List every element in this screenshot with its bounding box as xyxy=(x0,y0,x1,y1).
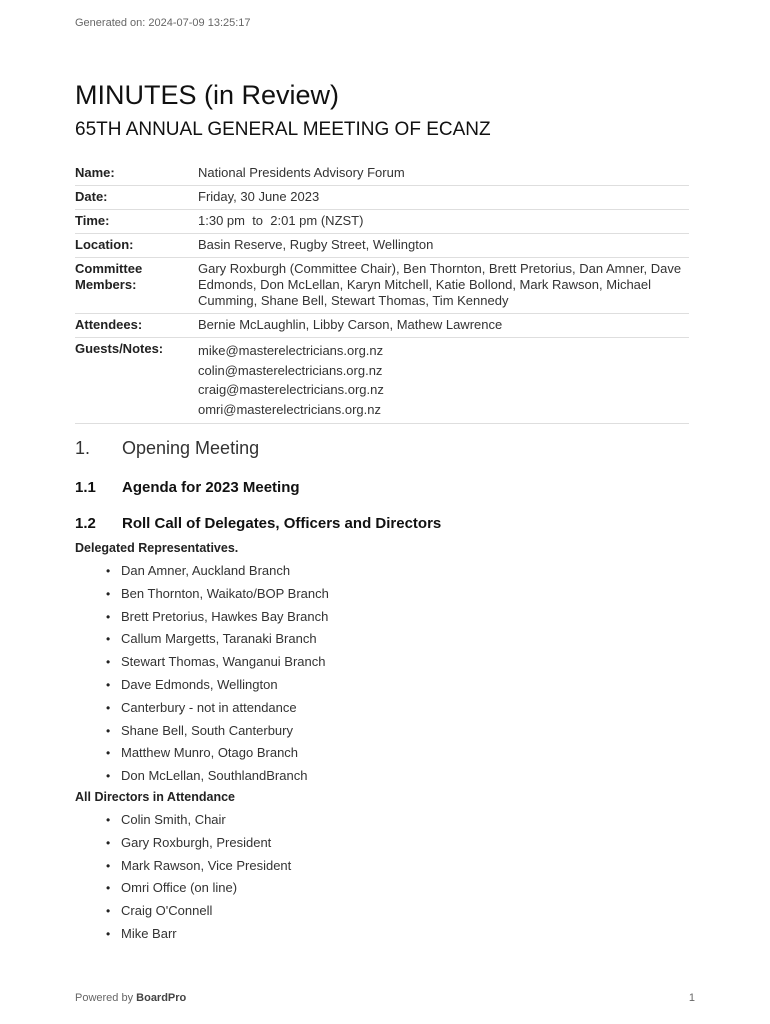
list-item: • Matthew Munro, Otago Branch xyxy=(106,742,329,765)
detail-row-attendees xyxy=(75,314,689,338)
subsection-number: 1.1 xyxy=(75,479,96,496)
detail-value xyxy=(198,338,689,424)
detail-value: 1:30 pm to 2:01 pm (NZST) xyxy=(198,210,689,234)
powered-by-brand: BoardPro xyxy=(136,992,187,1004)
list-item: • Shane Bell, South Canterbury xyxy=(106,720,329,743)
page-title: MINUTES (in Review) xyxy=(75,80,340,110)
detail-row-name xyxy=(75,162,689,186)
meeting-details-table xyxy=(75,162,689,424)
detail-label xyxy=(75,258,198,314)
powered-by-prefix: Powered by xyxy=(75,992,137,1004)
list-item: • Craig O'Connell xyxy=(106,900,291,923)
list-item: • Mark Rawson, Vice President xyxy=(106,855,291,878)
detail-row-location xyxy=(75,234,689,258)
list-item: • Brett Pretorius, Hawkes Bay Branch xyxy=(106,606,329,629)
subsection-title: Agenda for 2023 Meeting xyxy=(122,479,300,496)
subsection-heading-roll-call xyxy=(75,515,441,532)
directors-list xyxy=(106,809,291,946)
detail-value: Basin Reserve, Rugby Street, Wellington xyxy=(198,234,689,258)
page-number: 1 xyxy=(688,992,695,1004)
list-item: • Dan Amner, Auckland Branch xyxy=(106,560,329,583)
detail-value: Gary Roxburgh (Committee Chair), Ben Thornton, Brett Pretorius, Dan Amner, Dave Edmonds, Don McLellan, Karyn Mitchell, Katie Bollond, Mark Rawson, Michael Cumming, Shane Bell, Stewart Thomas, Tim Kennedy xyxy=(198,258,689,314)
guest-email: omri@masterelectricians.org.nz xyxy=(198,401,381,417)
guest-email: mike@masterelectricians.org.nz xyxy=(198,343,384,358)
detail-label: Time: xyxy=(75,210,198,234)
detail-label: Date: xyxy=(75,186,198,210)
guest-email: colin@masterelectricians.org.nz xyxy=(198,362,383,378)
section-number: 1. xyxy=(75,438,91,458)
list-item: • Gary Roxburgh, President xyxy=(106,832,291,855)
detail-row-date xyxy=(75,186,689,210)
list-item: • Don McLellan, SouthlandBranch xyxy=(106,765,329,788)
committee-label-line2: Members: xyxy=(75,277,137,292)
meeting-subtitle: 65TH ANNUAL GENERAL MEETING OF ECANZ xyxy=(75,119,491,140)
detail-label: Location: xyxy=(75,234,198,258)
detail-label: Attendees: xyxy=(75,314,198,338)
detail-value: Friday, 30 June 2023 xyxy=(198,186,689,210)
detail-value: Bernie McLaughlin, Libby Carson, Mathew Lawrence xyxy=(198,314,689,338)
delegates-list xyxy=(106,560,329,788)
generated-timestamp: Generated on: 2024-07-09 13:25:17 xyxy=(75,17,251,29)
detail-value: National Presidents Advisory Forum xyxy=(198,162,689,186)
list-item: • Stewart Thomas, Wanganui Branch xyxy=(106,651,329,674)
list-item: • Canterbury - not in attendance xyxy=(106,697,329,720)
subsection-heading-agenda xyxy=(75,479,300,496)
list-item: • Omri Office (on line) xyxy=(106,877,291,900)
committee-label-line1: Committee xyxy=(75,261,143,276)
detail-row-committee xyxy=(75,258,689,314)
directors-heading: All Directors in Attendance xyxy=(75,790,235,804)
powered-by-footer xyxy=(75,992,186,1004)
delegates-heading: Delegated Representatives. xyxy=(75,541,239,555)
list-item: • Colin Smith, Chair xyxy=(106,809,291,832)
detail-row-time xyxy=(75,210,689,234)
section-title: Opening Meeting xyxy=(122,438,260,458)
list-item: • Callum Margetts, Taranaki Branch xyxy=(106,628,329,651)
guest-email: craig@masterelectricians.org.nz xyxy=(198,382,384,397)
list-item: • Ben Thornton, Waikato/BOP Branch xyxy=(106,583,329,606)
list-item: • Dave Edmonds, Wellington xyxy=(106,674,329,697)
detail-label: Name: xyxy=(75,162,198,186)
subsection-number: 1.2 xyxy=(75,515,96,532)
detail-row-guests xyxy=(75,338,689,424)
list-item: • Mike Barr xyxy=(106,923,291,946)
subsection-title: Roll Call of Delegates, Officers and Directors xyxy=(122,515,442,532)
detail-label: Guests/Notes: xyxy=(75,338,198,424)
section-heading-opening-meeting xyxy=(75,438,259,459)
